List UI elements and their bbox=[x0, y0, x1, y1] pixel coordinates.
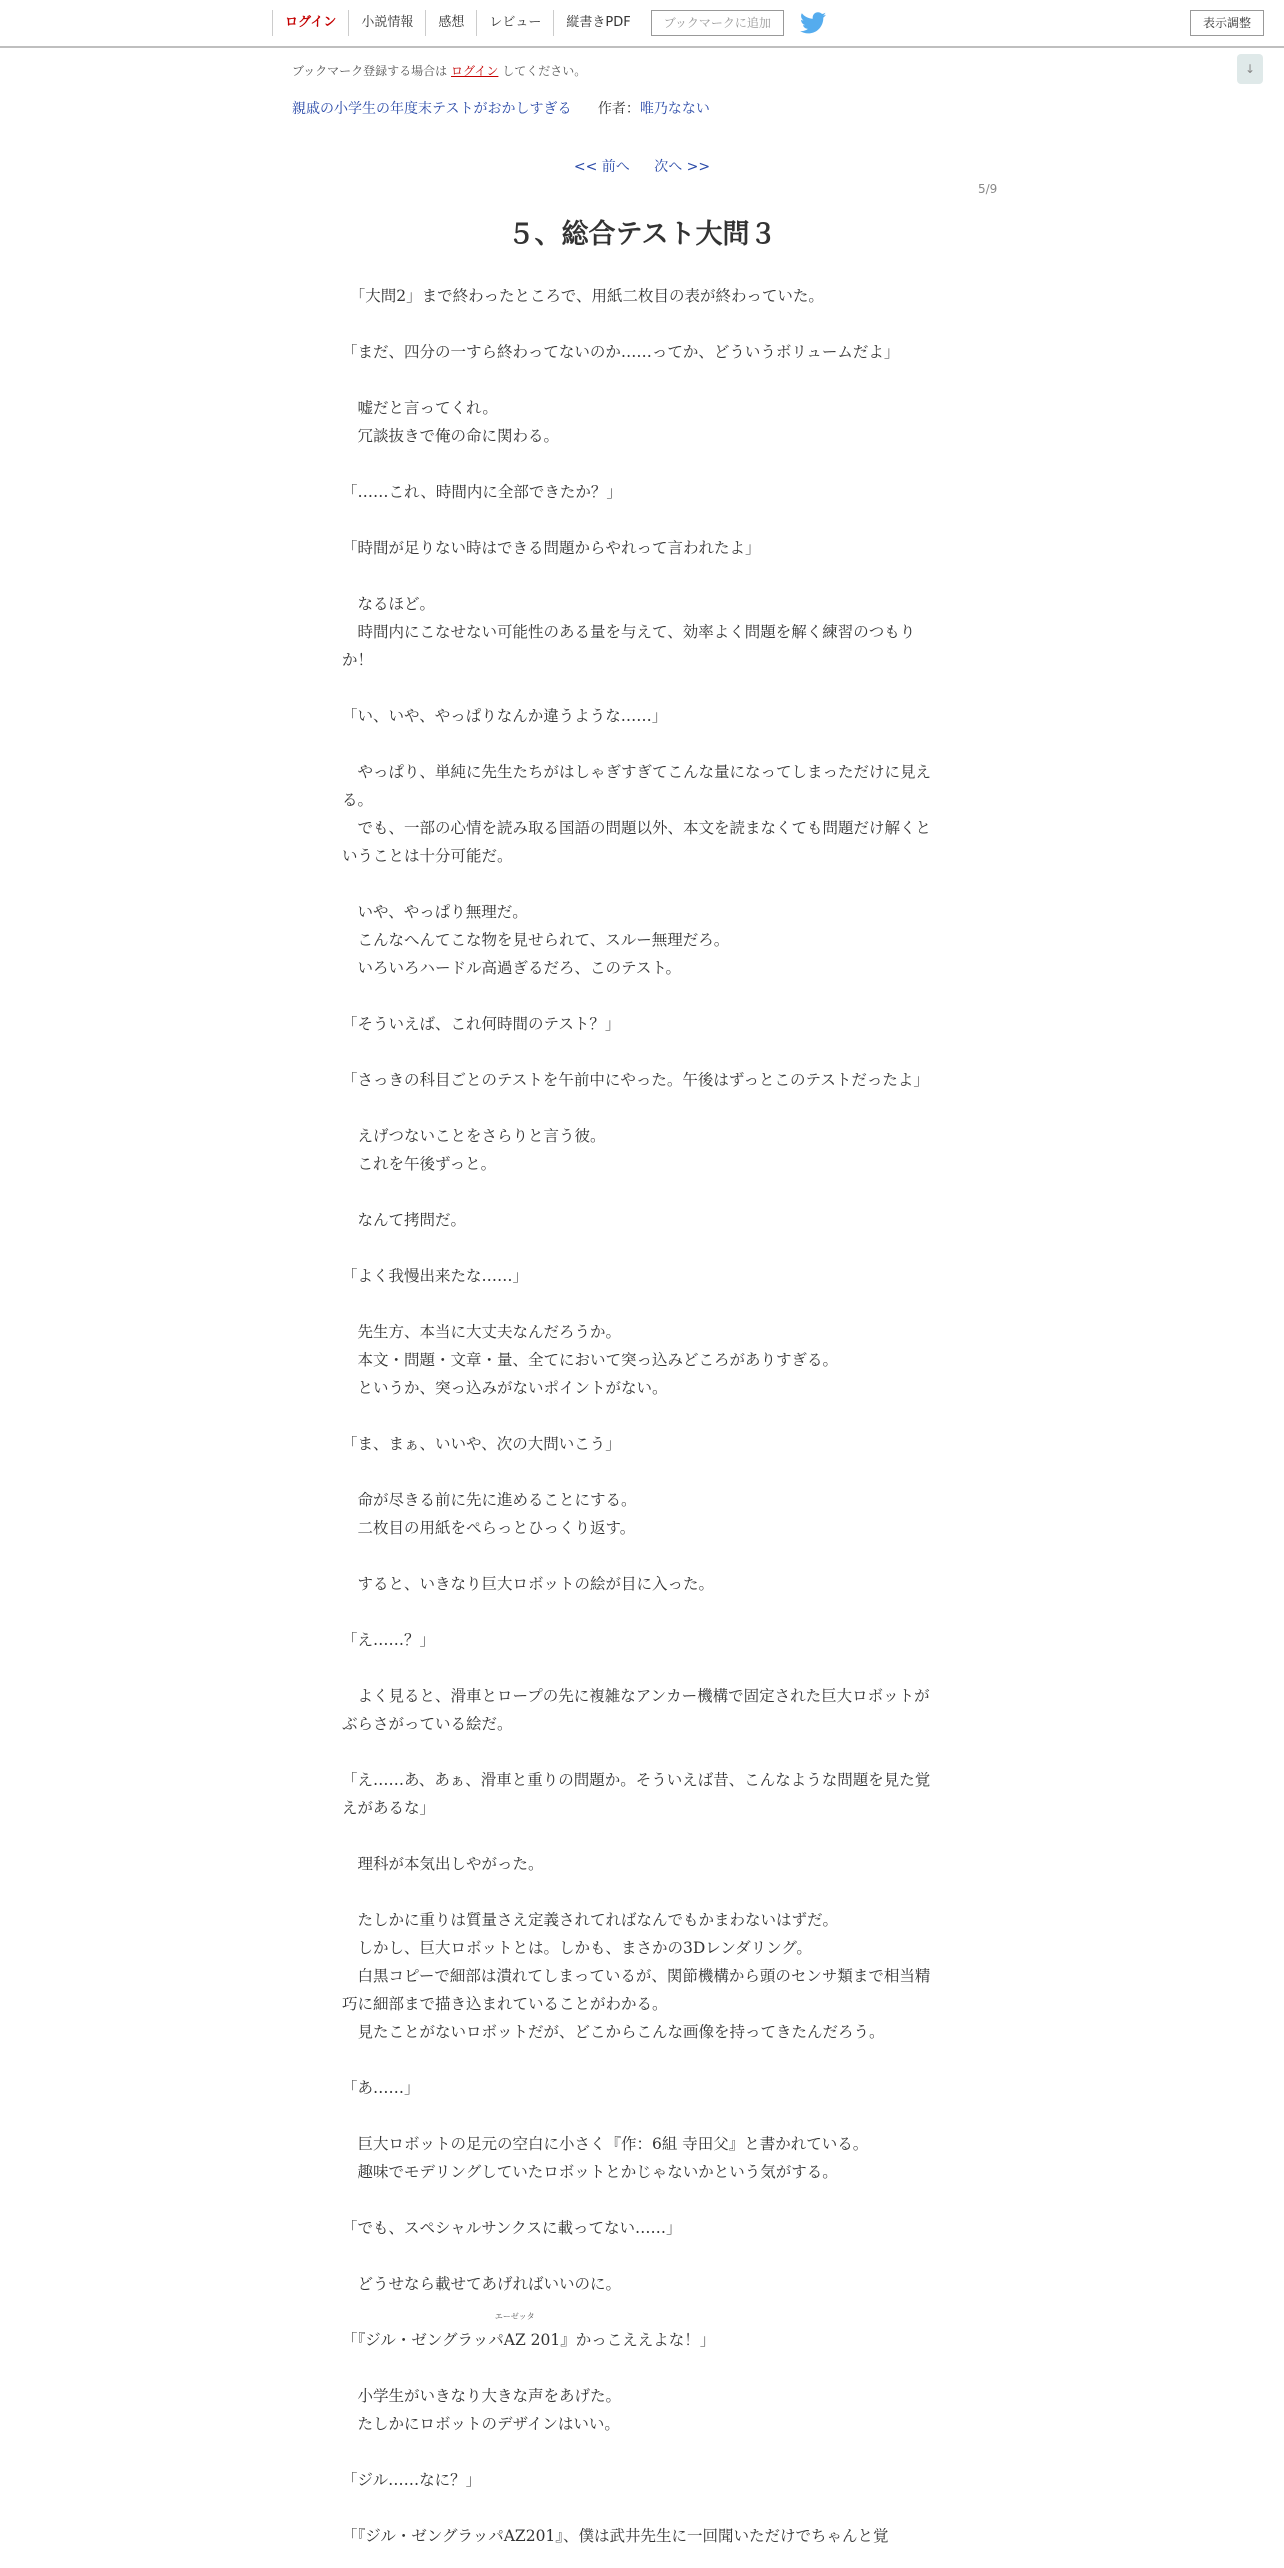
blank-line bbox=[342, 366, 942, 394]
top-navigation-bar bbox=[0, 0, 1284, 48]
body-line: 時間内にこなせない可能性のある量を与えて、効率よく問題を解く練習のつもりか！ bbox=[342, 623, 916, 669]
blank-line bbox=[342, 2046, 942, 2074]
blank-line bbox=[342, 1234, 942, 1262]
body-line: これを午後ずっと。 bbox=[342, 1155, 497, 1173]
body-line: えげつないことをさらりと言う彼。 bbox=[342, 1127, 606, 1145]
body-line: 「でも、スペシャルサンクスに載ってない……」 bbox=[342, 2219, 682, 2237]
body-line: いろいろハードル高過ぎるだろ、このテスト。 bbox=[342, 959, 681, 977]
blank-line bbox=[342, 2494, 942, 2522]
blank-line bbox=[342, 2102, 942, 2130]
ruby-base: AZ bbox=[503, 2331, 526, 2349]
blank-line bbox=[342, 674, 942, 702]
bookmark-notice-prefix: ブックマーク登録する場合は bbox=[292, 64, 448, 78]
novel-title-link[interactable]: 親戚の小学生の年度末テストがおかしすぎる bbox=[292, 101, 572, 117]
body-line: 「ま、まぁ、いいや、次の大問いこう」 bbox=[342, 1435, 621, 1453]
blank-line bbox=[342, 1822, 942, 1850]
blank-line bbox=[342, 2242, 942, 2270]
body-line: 「さっきの科目ごとのテストを午前中にやった。午後はずっとこのテストだったよ」 bbox=[342, 1071, 929, 1089]
ruby-line-after: 201』かっこええよな！」 bbox=[525, 2331, 716, 2349]
twitter-icon[interactable] bbox=[800, 12, 826, 34]
blank-line bbox=[342, 1458, 942, 1486]
body-line: たしかに重りは質量さえ定義されてればなんでもかまわないはずだ。 bbox=[342, 1911, 839, 1929]
blank-line bbox=[342, 506, 942, 534]
body-line: 「大問2」まで終わったところで、用紙二枚目の表が終わっていた。 bbox=[342, 287, 824, 305]
review-link[interactable]: レビュー bbox=[476, 10, 553, 36]
body-line: 小学生がいきなり大きな声をあげた。 bbox=[342, 2387, 622, 2405]
blank-line bbox=[342, 562, 942, 590]
blank-line bbox=[342, 1038, 942, 1066]
author-label: 作者： bbox=[597, 101, 640, 117]
body-line: 見たことがないロボットだが、どこからこんな画像を持ってきたんだろう。 bbox=[342, 2023, 885, 2041]
body-line: 「え……？」 bbox=[342, 1631, 436, 1649]
blank-line bbox=[342, 1598, 942, 1626]
ruby bbox=[494, 2312, 535, 2354]
blank-line bbox=[342, 1542, 942, 1570]
display-settings-button[interactable]: 表示調整 bbox=[1190, 10, 1264, 36]
global-nav bbox=[272, 10, 826, 36]
body-line: 巨大ロボットの足元の空白に小さく『作：6組 寺田父』と書かれている。 bbox=[342, 2135, 869, 2153]
body-line: 「ジル……なに？」 bbox=[342, 2471, 482, 2489]
chapter-title: ５、総合テスト大問３ bbox=[507, 219, 777, 250]
body-line: 命が尽きる前に先に進めることにする。 bbox=[342, 1491, 637, 1509]
ruby-text: エーゼッタ bbox=[494, 2312, 535, 2321]
body-line: しかし、巨大ロボットとは。しかも、まさかの3Dレンダリング。 bbox=[342, 1939, 812, 1957]
body-line: 「時間が足りない時はできる問題からやれって言われたよ」 bbox=[342, 539, 761, 557]
blank-line bbox=[342, 982, 942, 1010]
body-line: 本文・問題・文章・量、全てにおいて突っ込みどころがありすぎる。 bbox=[342, 1351, 839, 1369]
blank-line bbox=[342, 2186, 942, 2214]
impression-link[interactable]: 感想 bbox=[425, 10, 476, 36]
blank-line bbox=[342, 1094, 942, 1122]
ruby-line-before: 「『ジル・ゼングラッパ bbox=[342, 2331, 504, 2349]
body-line: 「そういえば、これ何時間のテスト？」 bbox=[342, 1015, 621, 1033]
body-line: 「『ジル・ゼングラッパAZ201』、僕は武井先生に一回聞いただけでちゃんと覚 bbox=[342, 2527, 889, 2545]
body-line: 趣味でモデリングしていたロボットとかじゃないかという気がする。 bbox=[342, 2163, 838, 2181]
body-line: たしかにロボットのデザインはいい。 bbox=[342, 2415, 620, 2433]
body-line: 二枚目の用紙をぺらっとひっくり返す。 bbox=[342, 1519, 636, 1537]
body-line: よく見ると、滑車とロープの先に複雑なアンカー機構で固定された巨大ロボットがぶらさがっている絵だ。 bbox=[342, 1687, 930, 1733]
body-line: 「……これ、時間内に全部できたか？」 bbox=[342, 483, 622, 501]
blank-line bbox=[342, 2438, 942, 2466]
body-line: 「あ……」 bbox=[342, 2079, 420, 2097]
body-line: いや、やっぱり無理だ。 bbox=[342, 903, 528, 921]
bookmark-notice-suffix: してください。 bbox=[502, 64, 587, 78]
blank-line bbox=[342, 310, 942, 338]
body-line: どうせなら載せてあげればいいのに。 bbox=[342, 2275, 622, 2293]
blank-line bbox=[342, 2298, 942, 2326]
next-episode-link[interactable]: 次へ >> bbox=[654, 159, 711, 175]
blank-line bbox=[342, 1878, 942, 1906]
body-line: 冗談抜きで俺の命に関わる。 bbox=[342, 427, 560, 445]
body-line: 「まだ、四分の一すら終わってないのか……ってか、どういうボリュームだよ」 bbox=[342, 343, 900, 361]
body-line: やっぱり、単純に先生たちがはしゃぎすぎてこんな量になってしまっただけに見える。 bbox=[342, 763, 932, 809]
body-line-ruby bbox=[342, 2312, 942, 2354]
blank-line bbox=[342, 1402, 942, 1430]
prev-episode-link[interactable]: << 前へ bbox=[573, 159, 630, 175]
body-line: でも、一部の心情を読み取る国語の問題以外、本文を読まなくても問題だけ解くということは十分可能だ。 bbox=[342, 819, 932, 865]
blank-line bbox=[342, 1654, 942, 1682]
body-line: 先生方、本当に大丈夫なんだろうか。 bbox=[342, 1323, 622, 1341]
body-line: すると、いきなり巨大ロボットの絵が目に入った。 bbox=[342, 1575, 715, 1593]
blank-line bbox=[342, 450, 942, 478]
vertical-pdf-link[interactable]: 縦書きPDF bbox=[553, 10, 642, 36]
blank-line bbox=[342, 870, 942, 898]
novel-header bbox=[292, 98, 710, 118]
blank-line bbox=[342, 730, 942, 758]
bookmark-notice bbox=[292, 62, 586, 79]
bookmark-notice-login-link[interactable]: ログイン bbox=[451, 64, 499, 78]
body-line: なんて拷問だ。 bbox=[342, 1211, 467, 1229]
author-link[interactable]: 唯乃なない bbox=[639, 101, 710, 117]
body-line: 「よく我慢出来たな……」 bbox=[342, 1267, 529, 1285]
body-line: 「い、いや、やっぱりなんか違うような……」 bbox=[342, 707, 668, 725]
body-lines-after bbox=[342, 2354, 942, 2550]
body-line: 「え……あ、あぁ、滑車と重りの問題か。そういえば昔、こんなような問題を見た覚えがあるな」 bbox=[342, 1771, 931, 1817]
body-line: というか、突っ込みがないポイントがない。 bbox=[342, 1379, 668, 1397]
blank-line bbox=[342, 1738, 942, 1766]
body-line: 嘘だと言ってくれ。 bbox=[342, 399, 498, 417]
body-line: 理科が本気出しやがった。 bbox=[342, 1855, 544, 1873]
episode-pager bbox=[0, 156, 1284, 176]
novel-body bbox=[342, 282, 942, 2550]
body-line: 白黒コピーで細部は潰れてしまっているが、関節機構から頭のセンサ類まで相当精巧に細部まで描き込まれていることがわかる。 bbox=[342, 1967, 931, 2013]
add-bookmark-button[interactable]: ブックマークに追加 bbox=[651, 10, 784, 36]
blank-line bbox=[342, 1178, 942, 1206]
scroll-down-button[interactable]: ↓ bbox=[1237, 54, 1263, 84]
body-line: こんなへんてこな物を見せられて、スルー無理だろ。 bbox=[342, 931, 730, 949]
login-link[interactable]: ログイン bbox=[272, 10, 348, 36]
blank-line bbox=[342, 1290, 942, 1318]
novel-info-link[interactable]: 小説情報 bbox=[348, 10, 425, 36]
blank-line bbox=[342, 2354, 942, 2382]
body-line: なるほど。 bbox=[342, 595, 436, 613]
episode-number: 5/9 bbox=[978, 182, 998, 196]
body-lines bbox=[342, 282, 942, 2326]
